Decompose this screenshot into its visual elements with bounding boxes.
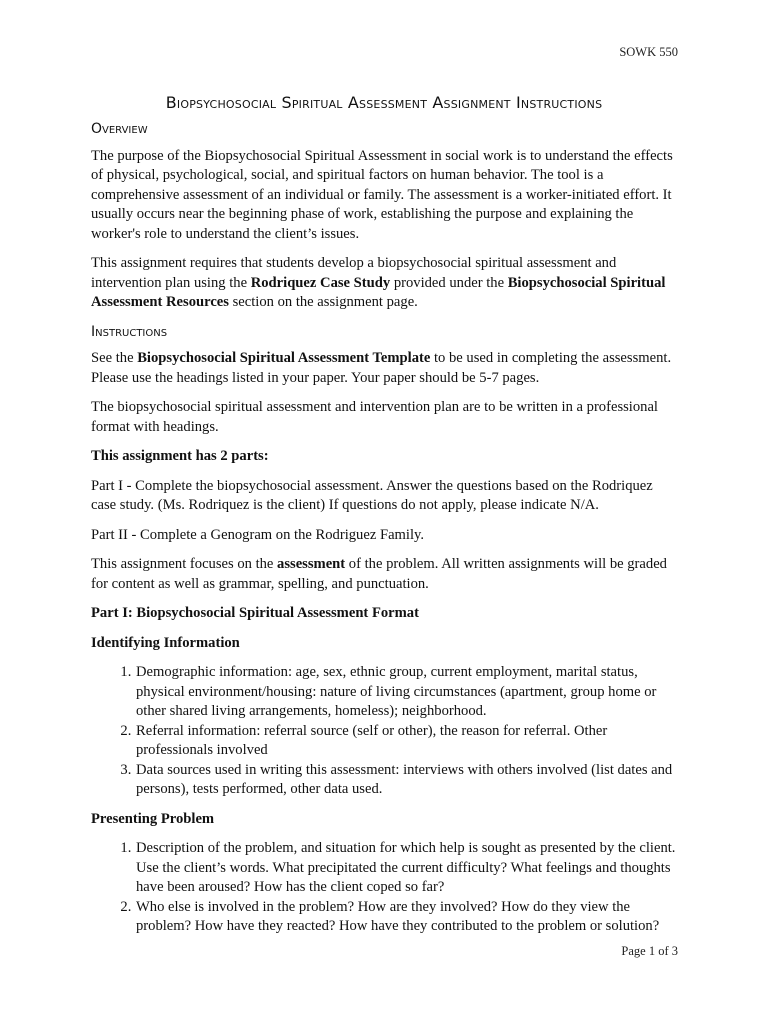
instructions-paragraph-2: The biopsychosocial spiritual assessment and intervention plan are to be written in a professional format with headings. — [91, 399, 658, 435]
presenting-problem-heading: Presenting Problem — [91, 810, 215, 827]
overview-paragraph-2 — [91, 254, 681, 313]
text-run: of the problem. All written assignments will be graded for content as well as grammar, spelling, and punctuation. — [91, 556, 667, 592]
case-study-name: Rodriquez Case Study — [250, 274, 391, 291]
text-run: This assignment requires that students develop a biopsychosocial spiritual assessment and intervention plan using the — [91, 255, 617, 291]
list-item: 3. Data sources used in writing this assessment: interviews with others involved (list dates and persons), tests performed, other data used. — [135, 761, 681, 800]
overview-paragraph-1: The purpose of the Biopsychosocial Spiritual Assessment in social work is to understand the effects of physical, psychological, social, and spiritual factors on human behavior. The tool is a comprehensive assessment of an individual or family. The assessment is a worker-initiated effort. It usually occurs near the beginning phase of work, establishing the purpose and explaining the worker's role to understand the client’s issues. — [91, 147, 673, 242]
part-2-description: Part II - Complete a Genogram on the Rodriguez Family. — [91, 526, 425, 543]
text-run: to be used in completing the assessment. Please use the headings listed in your paper. Your paper should be 5-7 pages. — [91, 350, 672, 386]
assessment-emphasis: assessment — [277, 556, 346, 572]
text-run: This assignment focuses on the — [91, 556, 278, 572]
instructions-paragraph-1 — [91, 349, 681, 388]
text-run: See the — [91, 350, 138, 366]
document-body — [91, 120, 681, 947]
identifying-info-heading: Identifying Information — [91, 634, 240, 651]
presenting-problem-list — [91, 839, 681, 937]
part-1-description: Part I - Complete the biopsychosocial assessment. Answer the questions based on the Rodriquez case study. (Ms. Rodriquez is the client) If questions do not apply, please indicate N/A. — [91, 477, 653, 513]
overview-heading: Overview — [91, 121, 148, 137]
list-item: 1. Demographic information: age, sex, ethnic group, current employment, marital status, physical environment/housing: nature of living circumstances (apartment, group home or other shared living arrangements, homeless); neighborhood. — [135, 663, 681, 722]
list-item: 2. Who else is involved in the problem? How are they involved? How do they view the problem? How have they reacted? How have they contributed to the problem or solution? — [135, 898, 681, 937]
focus-paragraph — [91, 555, 681, 594]
part-1-format-heading: Part I: Biopsychosocial Spiritual Assessment Format — [91, 605, 419, 621]
resources-name: Biopsychosocial Spiritual Assessment Resources — [91, 274, 666, 310]
list-item: 2. Referral information: referral source (self or other), the reason for referral. Other professionals involved — [135, 722, 681, 761]
course-code: SOWK 550 — [619, 45, 678, 59]
template-name: Biopsychosocial Spiritual Assessment Template — [137, 350, 431, 366]
text-run: section on the assignment page. — [228, 294, 418, 310]
parts-heading: This assignment has 2 parts: — [91, 448, 269, 464]
text-run: provided under the — [390, 274, 508, 291]
identifying-info-list — [91, 663, 681, 800]
page-number: Page 1 of 3 — [621, 944, 678, 958]
list-item: 1. Description of the problem, and situation for which help is sought as presented by the client. Use the client’s words. What precipitated the current difficulty? What feelings and thoughts have been aroused? How has the client coped so far? — [135, 839, 681, 898]
instructions-heading: Instructions — [91, 323, 168, 340]
page-title: Biopsychosocial Spiritual Assessment Assignment Instructions — [165, 93, 603, 112]
